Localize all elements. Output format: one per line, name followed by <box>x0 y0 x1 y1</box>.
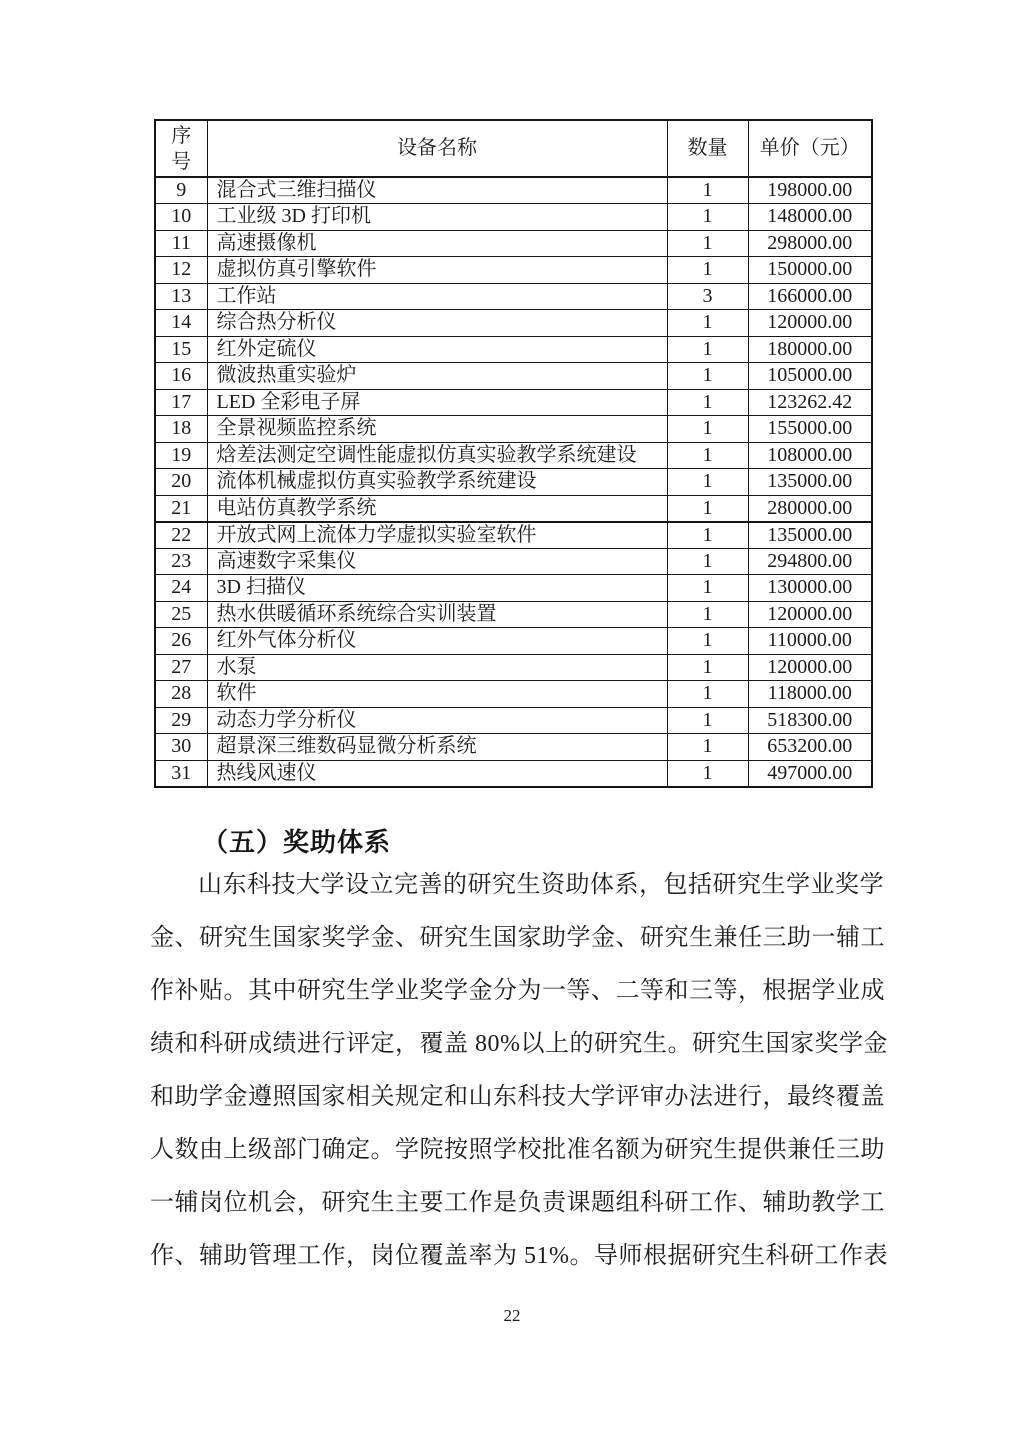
table-row <box>155 336 872 363</box>
unit-price-cell: 298000.00 <box>748 230 872 257</box>
quantity-cell: 1 <box>667 363 748 390</box>
table-row <box>155 522 872 549</box>
table-row <box>155 575 872 602</box>
equipment-name-cell: LED 全彩电子屏 <box>207 389 667 416</box>
quantity-cell: 1 <box>667 734 748 761</box>
table-row <box>155 363 872 390</box>
paragraph-line: 金、研究生国家奖学金、研究生国家助学金、研究生兼任三助一辅工 <box>150 925 885 951</box>
quantity-cell: 1 <box>667 760 748 787</box>
row-index-cell: 12 <box>155 257 207 284</box>
quantity-cell: 1 <box>667 628 748 655</box>
equipment-name-cell: 热水供暖循环系统综合实训装置 <box>207 601 667 628</box>
table-row <box>155 734 872 761</box>
equipment-name-cell: 软件 <box>207 681 667 708</box>
unit-price-cell: 135000.00 <box>748 469 872 496</box>
unit-price-cell: 180000.00 <box>748 336 872 363</box>
equipment-table <box>154 119 873 788</box>
page-number: 22 <box>503 1306 521 1325</box>
paragraph-line: 人数由上级部门确定。学院按照学校批准名额为研究生提供兼任三助 <box>150 1137 885 1163</box>
equipment-name-cell: 虚拟仿真引擎软件 <box>207 257 667 284</box>
quantity-cell: 1 <box>667 442 748 469</box>
unit-price-cell: 105000.00 <box>748 363 872 390</box>
unit-price-cell: 120000.00 <box>748 601 872 628</box>
equipment-table-body <box>155 177 872 787</box>
row-index-cell: 13 <box>155 283 207 310</box>
quantity-cell: 1 <box>667 177 748 204</box>
equipment-name-cell: 综合热分析仪 <box>207 310 667 337</box>
quantity-cell: 1 <box>667 681 748 708</box>
table-row <box>155 310 872 337</box>
table-row <box>155 707 872 734</box>
table-row <box>155 177 872 204</box>
equipment-name-cell: 超景深三维数码显微分析系统 <box>207 734 667 761</box>
table-row <box>155 548 872 575</box>
equipment-name-cell: 高速摄像机 <box>207 230 667 257</box>
row-index-cell: 15 <box>155 336 207 363</box>
unit-price-cell: 198000.00 <box>748 177 872 204</box>
quantity-cell: 3 <box>667 283 748 310</box>
quantity-cell: 1 <box>667 310 748 337</box>
row-index-cell: 23 <box>155 548 207 575</box>
col-header-index-label: 序号 <box>171 124 192 173</box>
unit-price-cell: 497000.00 <box>748 760 872 787</box>
equipment-name-cell: 微波热重实验炉 <box>207 363 667 390</box>
col-header-equipment-name: 设备名称 <box>207 120 667 177</box>
quantity-cell: 1 <box>667 469 748 496</box>
header-row <box>155 120 872 177</box>
quantity-cell: 1 <box>667 495 748 522</box>
row-index-cell: 27 <box>155 654 207 681</box>
paragraph-line: 作、辅助管理工作，岗位覆盖率为 51%。导师根据研究生科研工作表 <box>150 1243 888 1269</box>
section-heading: （五）奖助体系 <box>202 828 392 857</box>
unit-price-cell: 294800.00 <box>748 548 872 575</box>
col-header-quantity: 数量 <box>667 120 748 177</box>
row-index-cell: 18 <box>155 416 207 443</box>
table-row <box>155 442 872 469</box>
equipment-name-cell: 混合式三维扫描仪 <box>207 177 667 204</box>
equipment-name-cell: 电站仿真教学系统 <box>207 495 667 522</box>
equipment-name-cell: 焓差法测定空调性能虚拟仿真实验教学系统建设 <box>207 442 667 469</box>
paragraph-line: 作补贴。其中研究生学业奖学金分为一等、二等和三等，根据学业成 <box>150 978 885 1004</box>
table-row <box>155 283 872 310</box>
row-index-cell: 22 <box>155 522 207 549</box>
col-header-unit-price: 单价（元） <box>748 120 872 177</box>
quantity-cell: 1 <box>667 575 748 602</box>
unit-price-cell: 155000.00 <box>748 416 872 443</box>
col-header-index <box>155 120 207 177</box>
paragraph-line: 一辅岗位机会，研究生主要工作是负责课题组科研工作、辅助教学工 <box>150 1190 885 1216</box>
unit-price-cell: 280000.00 <box>748 495 872 522</box>
table-row <box>155 416 872 443</box>
equipment-table-header <box>155 120 872 177</box>
equipment-name-cell: 全景视频监控系统 <box>207 416 667 443</box>
quantity-cell: 1 <box>667 654 748 681</box>
unit-price-cell: 653200.00 <box>748 734 872 761</box>
quantity-cell: 1 <box>667 707 748 734</box>
quantity-cell: 1 <box>667 601 748 628</box>
equipment-name-cell: 流体机械虚拟仿真实验教学系统建设 <box>207 469 667 496</box>
row-index-cell: 9 <box>155 177 207 204</box>
row-index-cell: 29 <box>155 707 207 734</box>
table-row <box>155 257 872 284</box>
equipment-name-cell: 红外定硫仪 <box>207 336 667 363</box>
row-index-cell: 19 <box>155 442 207 469</box>
row-index-cell: 30 <box>155 734 207 761</box>
equipment-name-cell: 红外气体分析仪 <box>207 628 667 655</box>
quantity-cell: 1 <box>667 522 748 549</box>
table-row <box>155 204 872 231</box>
unit-price-cell: 150000.00 <box>748 257 872 284</box>
equipment-name-cell: 工业级 3D 打印机 <box>207 204 667 231</box>
equipment-name-cell: 动态力学分析仪 <box>207 707 667 734</box>
paragraph-line: 绩和科研成绩进行评定，覆盖 80%以上的研究生。研究生国家奖学金 <box>150 1031 888 1057</box>
table-row <box>155 389 872 416</box>
row-index-cell: 11 <box>155 230 207 257</box>
unit-price-cell: 110000.00 <box>748 628 872 655</box>
unit-price-cell: 518300.00 <box>748 707 872 734</box>
paragraph-line: 山东科技大学设立完善的研究生资助体系，包括研究生学业奖学 <box>198 872 884 898</box>
body-paragraph <box>150 859 888 1283</box>
row-index-cell: 16 <box>155 363 207 390</box>
quantity-cell: 1 <box>667 548 748 575</box>
unit-price-cell: 148000.00 <box>748 204 872 231</box>
row-index-cell: 14 <box>155 310 207 337</box>
equipment-name-cell: 3D 扫描仪 <box>207 575 667 602</box>
quantity-cell: 1 <box>667 230 748 257</box>
row-index-cell: 20 <box>155 469 207 496</box>
paragraph-line: 和助学金遵照国家相关规定和山东科技大学评审办法进行，最终覆盖 <box>150 1084 885 1110</box>
unit-price-cell: 123262.42 <box>748 389 872 416</box>
row-index-cell: 26 <box>155 628 207 655</box>
unit-price-cell: 118000.00 <box>748 681 872 708</box>
row-index-cell: 28 <box>155 681 207 708</box>
unit-price-cell: 166000.00 <box>748 283 872 310</box>
equipment-name-cell: 高速数字采集仪 <box>207 548 667 575</box>
unit-price-cell: 120000.00 <box>748 654 872 681</box>
equipment-name-cell: 热线风速仪 <box>207 760 667 787</box>
row-index-cell: 10 <box>155 204 207 231</box>
unit-price-cell: 130000.00 <box>748 575 872 602</box>
quantity-cell: 1 <box>667 204 748 231</box>
table-row <box>155 654 872 681</box>
table-row <box>155 760 872 787</box>
table-row <box>155 601 872 628</box>
row-index-cell: 24 <box>155 575 207 602</box>
equipment-name-cell: 开放式网上流体力学虚拟实验室软件 <box>207 522 667 549</box>
row-index-cell: 21 <box>155 495 207 522</box>
table-row <box>155 495 872 522</box>
quantity-cell: 1 <box>667 336 748 363</box>
unit-price-cell: 135000.00 <box>748 522 872 549</box>
row-index-cell: 17 <box>155 389 207 416</box>
quantity-cell: 1 <box>667 416 748 443</box>
table-row <box>155 681 872 708</box>
equipment-name-cell: 工作站 <box>207 283 667 310</box>
quantity-cell: 1 <box>667 389 748 416</box>
unit-price-cell: 108000.00 <box>748 442 872 469</box>
table-row <box>155 230 872 257</box>
row-index-cell: 31 <box>155 760 207 787</box>
unit-price-cell: 120000.00 <box>748 310 872 337</box>
table-row <box>155 628 872 655</box>
row-index-cell: 25 <box>155 601 207 628</box>
table-row <box>155 469 872 496</box>
quantity-cell: 1 <box>667 257 748 284</box>
equipment-name-cell: 水泵 <box>207 654 667 681</box>
